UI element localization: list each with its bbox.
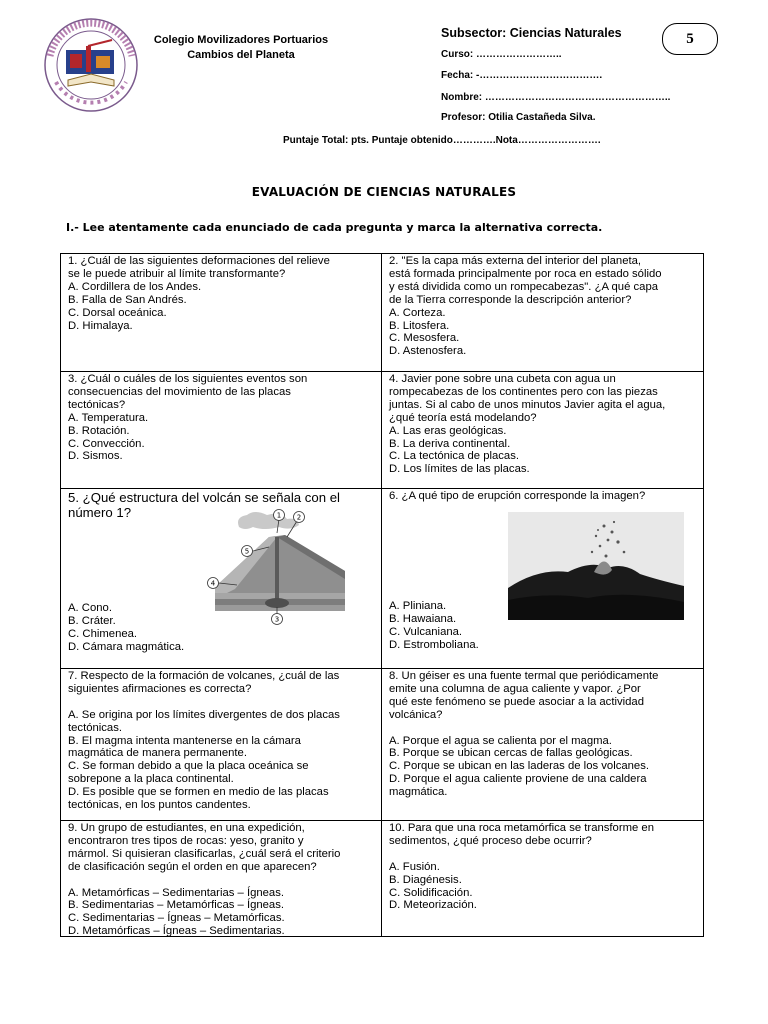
q8-option-a[interactable]: A. Porque el agua se calienta por el magma.: [389, 734, 612, 747]
question-5: 5. ¿Qué estructura del volcán se señala con el número 1? A. Cono. B. Cráter. C. Chimenea. D. Cámara magmática. 1 2 3 4 5: [61, 489, 381, 668]
q9-option-c[interactable]: C. Sedimentarias – Ígneas – Metamórficas.: [68, 912, 285, 925]
q3-option-c[interactable]: C. Convección.: [68, 437, 145, 450]
q4-option-d[interactable]: D. Los límites de las placas.: [389, 463, 530, 476]
q8-option-b[interactable]: B. Porque se ubican cercas de fallas geológicas.: [389, 747, 633, 760]
q10-option-b[interactable]: B. Diagénesis.: [389, 873, 462, 886]
q3-option-b[interactable]: B. Rotación.: [68, 424, 130, 437]
q1-option-a[interactable]: A. Cordillera de los Andes.: [68, 280, 202, 293]
q9-option-a[interactable]: A. Metamórficas – Sedimentarias – Ígneas.: [68, 886, 284, 899]
q5-option-c[interactable]: C. Chimenea.: [68, 627, 138, 640]
school-motto: Cambios del Planeta: [187, 49, 295, 61]
q10-option-c[interactable]: C. Solidificación.: [389, 886, 473, 899]
q2-option-c[interactable]: C. Mesosfera.: [389, 332, 460, 345]
q2-option-a[interactable]: A. Corteza.: [389, 306, 446, 319]
question-table: [60, 253, 704, 937]
profesor-label: Profesor: Otilia Castañeda Silva.: [441, 112, 596, 123]
school-name: Colegio Movilizadores Portuarios: [153, 34, 329, 46]
q2-option-b[interactable]: B. Litosfera.: [389, 319, 450, 332]
q3-option-d[interactable]: D. Sismos.: [68, 450, 123, 463]
q5-option-d[interactable]: D. Cámara magmática.: [68, 640, 185, 653]
question-10: 10. Para que una roca metamórfica se transforme en sedimentos, ¿qué proceso debe ocurrir? A. Fusión. B. Diagénesis. C. Solidificación. D. Meteorización.: [382, 821, 703, 936]
q6-option-d[interactable]: D. Estromboliana.: [389, 638, 479, 651]
curso-field[interactable]: Curso: ……………………..: [441, 49, 562, 60]
q10-option-d[interactable]: D. Meteorización.: [389, 899, 477, 912]
q8-option-d[interactable]: D. Porque el agua caliente proviene de una caldera: [389, 773, 647, 786]
grade-box: 5: [662, 23, 718, 55]
question-4: 4. Javier pone sobre una cubeta con agua un rompecabezas de los continentes pero con las piezas juntas. Si al cabo de unos minutos Javier agita el agua, ¿qué teoría está modelando? A. Las eras geológicas. B. La deriva continental. C. La tectónica de placas. D. Los límites de las placas.: [382, 372, 703, 488]
volcano-diagram: [195, 507, 385, 625]
instruction: I.- Lee atentamente cada enunciado de cada pregunta y marca la alternativa correcta.: [66, 221, 603, 234]
question-6: 6. ¿A qué tipo de erupción corresponde la imagen? A. Pliniana. B. Hawaiana. C. Vulcaniana. D. Estromboliana.: [382, 489, 703, 668]
q6-option-a[interactable]: A. Pliniana.: [389, 600, 447, 612]
q8-option-c[interactable]: C. Porque se ubican en las laderas de los volcanes.: [389, 760, 649, 773]
volcano-label-4: 4: [210, 579, 216, 588]
school-logo: [42, 16, 140, 114]
q1-option-c[interactable]: C. Dorsal oceánica.: [68, 306, 167, 319]
q10-option-a[interactable]: A. Fusión.: [389, 860, 440, 873]
question-3: 3. ¿Cuál o cuáles de los siguientes eventos son consecuencias del movimiento de las placas tectónicas? A. Temperatura. B. Rotación. C. Convección. D. Sismos.: [61, 372, 381, 488]
q7-option-d[interactable]: D. Es posible que se formen en medio de las placas: [68, 786, 329, 799]
school-header: [148, 33, 334, 63]
fecha-field[interactable]: Fecha: -……………………………….: [441, 70, 603, 81]
volcano-label-1: 1: [276, 511, 282, 520]
puntaje-line[interactable]: Puntaje Total: pts. Puntaje obtenido………….Nota…………………….: [283, 135, 601, 146]
q9-option-b[interactable]: B. Sedimentarias – Metamórficas – Ígneas.: [68, 899, 284, 912]
volcano-label-5: 5: [244, 547, 250, 556]
q4-option-a[interactable]: A. Las eras geológicas.: [389, 424, 507, 437]
question-2: 2. "Es la capa más externa del interior del planeta, está formada principalmente por roca en estado sólido y está dividida como un rompecabezas". ¿A qué capa de la Tierra corresponde la descripción anterior? A. Corteza. B. Litosfera. C. Mesosfera. D. Astenosfera.: [382, 254, 703, 371]
q7-option-b[interactable]: B. El magma intenta mantenerse en la cámara: [68, 734, 301, 747]
q1-option-b[interactable]: B. Falla de San Andrés.: [68, 293, 187, 306]
q7-option-c[interactable]: C. Se forman debido a que la placa oceánica se: [68, 760, 309, 773]
volcano-label-2: 2: [296, 513, 302, 522]
q7-option-a[interactable]: A. Se origina por los límites divergentes de dos placas: [68, 708, 340, 721]
q5-option-b[interactable]: B. Cráter.: [68, 614, 116, 627]
q4-option-b[interactable]: B. La deriva continental.: [389, 437, 511, 450]
q5-option-a[interactable]: A. Cono.: [68, 602, 112, 614]
q6-option-b[interactable]: B. Hawaiana.: [389, 612, 457, 625]
q1-option-d[interactable]: D. Himalaya.: [68, 319, 133, 332]
question-8: 8. Un géiser es una fuente termal que periódicamente emite una columna de agua caliente y vapor. ¿Por qué este fenómeno se puede asociar a la actividad volcánica? A. Porque el agua se calienta por el magma. B. Porque se ubican cercas de fallas geológicas. C. Porque se ubican en las laderas de los volcanes. D. Porque el agua caliente proviene de una caldera magmática.: [382, 669, 703, 820]
question-9: 9. Un grupo de estudiantes, en una expedición, encontraron tres tipos de rocas: yeso, granito y mármol. Si quisieran clasificarlas, ¿cuál será el criterio de clasificación según el orden en que aparecen? A. Metamórficas – Sedimentarias – Ígneas. B. Sedimentarias – Metamórficas – Ígneas. C. Sedimentarias – Ígneas – Metamórficas. D. Metamórficas – Ígneas – Sedimentarias.: [61, 821, 381, 936]
q6-option-c[interactable]: C. Vulcaniana.: [389, 625, 463, 638]
question-7: 7. Respecto de la formación de volcanes, ¿cuál de las siguientes afirmaciones es correcta? A. Se origina por los límites divergentes de dos placas tectónicas. B. El magma intenta mantenerse en la cámara magmática de manera permanente. C. Se forman debido a que la placa oceánica se sobrepone a la placa continental. D. Es posible que se formen en medio de las placas tectónicas, en los puntos candentes.: [61, 669, 381, 820]
q3-option-a[interactable]: A. Temperatura.: [68, 411, 149, 424]
q9-option-d[interactable]: D. Metamórficas – Ígneas – Sedimentarias.: [68, 925, 285, 938]
page-title: EVALUACIÓN DE CIENCIAS NATURALES: [251, 185, 517, 199]
eruption-photo: [508, 512, 684, 620]
volcano-label-3: 3: [274, 615, 280, 624]
question-1: 1. ¿Cuál de las siguientes deformaciones del relieve se le puede atribuir al límite transformante? A. Cordillera de los Andes. B. Falla de San Andrés. C. Dorsal oceánica. D. Himalaya.: [61, 254, 381, 371]
nombre-field[interactable]: Nombre: ………………………………………………..: [441, 92, 671, 103]
q4-option-c[interactable]: C. La tectónica de placas.: [389, 450, 519, 463]
q2-option-d[interactable]: D. Astenosfera.: [389, 345, 467, 358]
subsector-label: Subsector: Ciencias Naturales: [441, 26, 622, 40]
